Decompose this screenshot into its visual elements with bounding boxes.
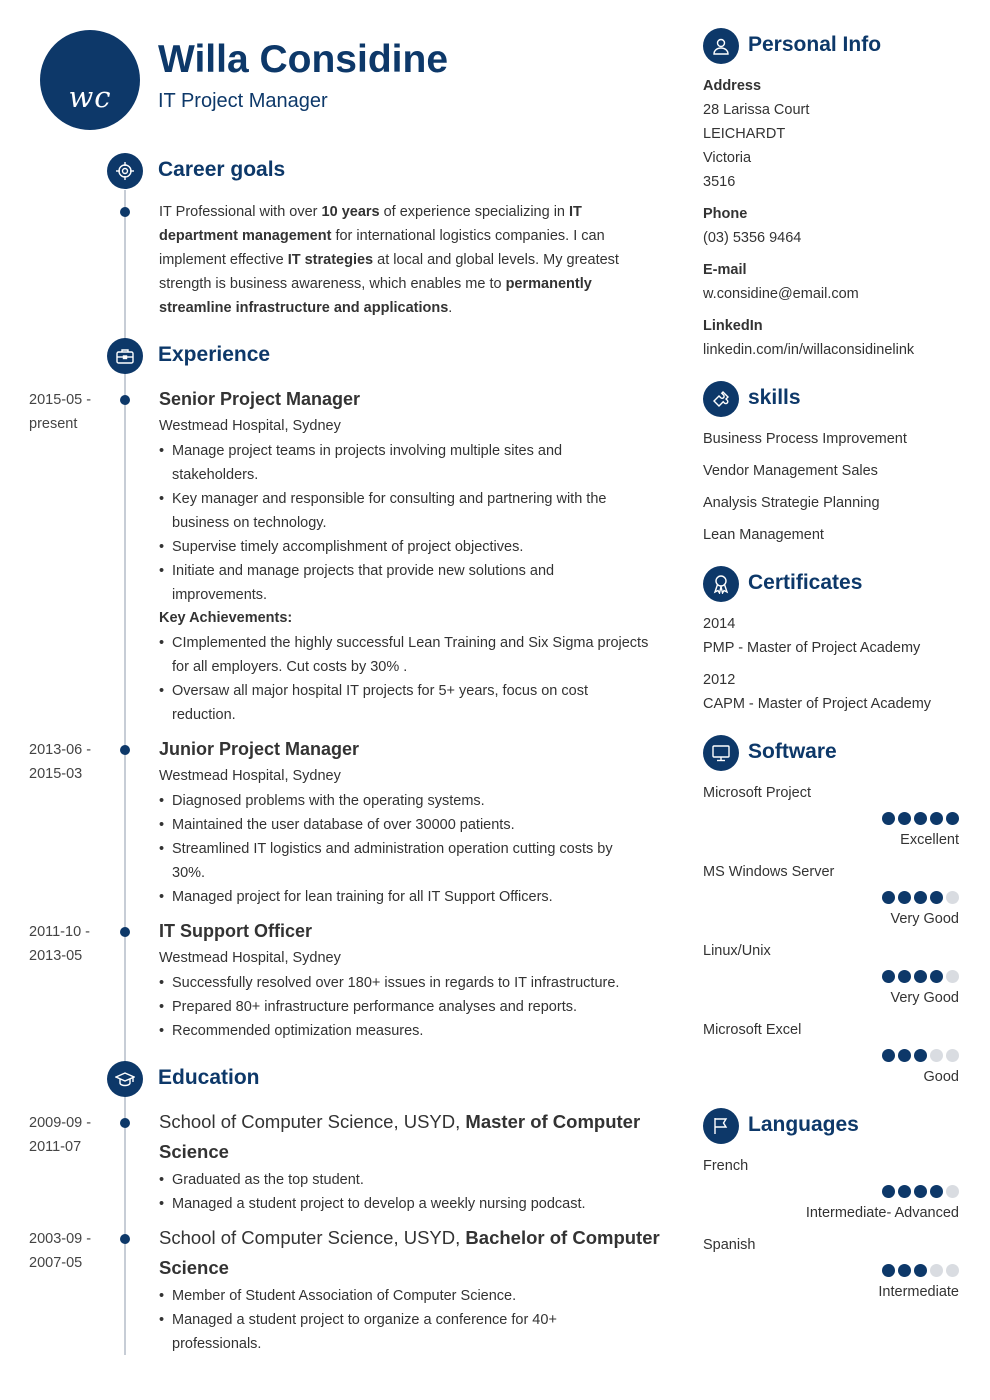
- list-item: • Key manager and responsible for consulting and partnering with the business on technology.: [159, 487, 649, 535]
- personal-info-heading: Personal Info: [748, 33, 882, 56]
- software-level: Good: [923, 1069, 959, 1085]
- rating-dot-filled: [914, 812, 927, 825]
- rating-dot-filled: [914, 1264, 927, 1277]
- list-item: • Maintained the user database of over 30000 patients.: [159, 813, 649, 837]
- rating-dot-filled: [882, 891, 895, 904]
- language-level: Intermediate- Advanced: [805, 1205, 959, 1221]
- job-bullets: [159, 971, 649, 1043]
- achievement-bullets: [159, 631, 649, 727]
- software-rating: [882, 970, 959, 983]
- user-icon: [703, 28, 739, 64]
- software-level: Very Good: [890, 911, 959, 927]
- list-item: • Manage project teams in projects involving multiple sites and stakeholders.: [159, 439, 649, 487]
- rating-dot-filled: [898, 1049, 911, 1062]
- software-name: Linux/Unix: [703, 943, 771, 959]
- language-name: French: [703, 1158, 749, 1174]
- certificate-name: PMP - Master of Project Academy: [703, 640, 921, 656]
- monogram-avatar: [40, 30, 140, 130]
- list-item: • Supervise timely accomplishment of project objectives.: [159, 535, 649, 559]
- language-rating: [882, 1264, 959, 1277]
- edu-title: School of Computer Science, USYD, Master of Computer Science: [159, 1111, 641, 1162]
- phone-label: Phone: [703, 206, 748, 222]
- rating-dot-filled: [898, 970, 911, 983]
- rating-dot-empty: [946, 1049, 959, 1062]
- edu-title: School of Computer Science, USYD, Bachelor of Computer Science: [159, 1227, 660, 1278]
- rating-dot-filled: [882, 1185, 895, 1198]
- briefcase-icon: [107, 338, 143, 374]
- rating-dot-filled: [882, 1049, 895, 1062]
- job-bullets: [159, 789, 649, 909]
- software-rating: [882, 1049, 959, 1062]
- list-item: • CImplemented the highly successful Lean Training and Six Sigma projects for all employers. Cut costs by 30% .: [159, 631, 649, 679]
- rating-dot-filled: [930, 1185, 943, 1198]
- list-item: • Successfully resolved over 180+ issues in regards to IT infrastructure.: [159, 971, 649, 995]
- rating-dot-filled: [914, 1185, 927, 1198]
- rating-dot-empty: [946, 891, 959, 904]
- job-date: 2015-05 - present: [29, 392, 92, 432]
- edu-bullets: [159, 1168, 649, 1216]
- puzzle-icon: [703, 381, 739, 417]
- rating-dot-empty: [946, 1264, 959, 1277]
- list-item: • Diagnosed problems with the operating systems.: [159, 789, 649, 813]
- certificate-year: 2012: [703, 672, 736, 688]
- email-value[interactable]: w.considine@email.com: [703, 286, 859, 302]
- timeline-dot: [120, 927, 130, 937]
- rating-dot-filled: [914, 891, 927, 904]
- address-label: Address: [703, 78, 762, 94]
- list-item: • Member of Student Association of Computer Science.: [159, 1284, 649, 1308]
- software-level: Very Good: [890, 990, 959, 1006]
- target-icon: [107, 153, 143, 189]
- linkedin-label: LinkedIn: [703, 318, 763, 334]
- software-heading: Software: [748, 740, 837, 763]
- rating-dot-filled: [882, 1264, 895, 1277]
- phone-value: (03) 5356 9464: [703, 230, 802, 246]
- graduation-cap-icon: [107, 1061, 143, 1097]
- certificate-name: CAPM - Master of Project Academy: [703, 696, 932, 712]
- language-level: Intermediate: [878, 1284, 959, 1300]
- language-name: Spanish: [703, 1237, 756, 1253]
- skill-item: Lean Management: [703, 527, 824, 543]
- award-icon: [703, 566, 739, 602]
- language-rating: [882, 1185, 959, 1198]
- skill-item: Business Process Improvement: [703, 431, 907, 447]
- career-goals-heading: Career goals: [158, 158, 286, 181]
- list-item: • Graduated as the top student.: [159, 1168, 649, 1192]
- edu-bullets: [159, 1284, 649, 1356]
- timeline-dot: [120, 395, 130, 405]
- skill-item: Analysis Strategie Planning: [703, 495, 880, 511]
- rating-dot-empty: [946, 970, 959, 983]
- rating-dot-empty: [930, 1264, 943, 1277]
- languages-heading: Languages: [748, 1113, 859, 1136]
- rating-dot-empty: [930, 1049, 943, 1062]
- email-label: E-mail: [703, 262, 747, 278]
- rating-dot-filled: [914, 970, 927, 983]
- rating-dot-filled: [946, 812, 959, 825]
- list-item: • Managed a student project to organize a conference for 40+ professionals.: [159, 1308, 649, 1356]
- skill-item: Vendor Management Sales: [703, 463, 878, 479]
- list-item: • Initiate and manage projects that provide new solutions and improvements.: [159, 559, 649, 607]
- rating-dot-filled: [898, 1185, 911, 1198]
- rating-dot-filled: [930, 891, 943, 904]
- key-achievements-label: Key Achievements:: [159, 610, 293, 626]
- job-org: Westmead Hospital, Sydney: [159, 768, 341, 784]
- skills-heading: skills: [748, 386, 801, 409]
- education-heading: Education: [158, 1066, 260, 1089]
- linkedin-value[interactable]: linkedin.com/in/willaconsidinelink: [703, 342, 915, 358]
- software-level: Excellent: [900, 832, 959, 848]
- software-name: Microsoft Project: [703, 785, 811, 801]
- job-role: Junior Project Manager: [159, 739, 360, 759]
- flag-icon: [703, 1108, 739, 1144]
- rating-dot-filled: [898, 812, 911, 825]
- monitor-icon: [703, 735, 739, 771]
- rating-dot-filled: [898, 1264, 911, 1277]
- candidate-name: Willa Considine: [158, 38, 449, 81]
- timeline-dot: [120, 1234, 130, 1244]
- monogram-initials: wc: [68, 80, 112, 114]
- rating-dot-filled: [914, 1049, 927, 1062]
- rating-dot-filled: [882, 812, 895, 825]
- edu-date: 2003-09 - 2007-05: [29, 1231, 92, 1271]
- job-date: 2013-06 - 2015-03: [29, 742, 92, 782]
- list-item: • Managed project for lean training for all IT Support Officers.: [159, 885, 649, 909]
- job-org: Westmead Hospital, Sydney: [159, 418, 341, 434]
- address-lines: 28 Larissa Court LEICHARDT Victoria 3516: [703, 102, 810, 190]
- job-role: Senior Project Manager: [159, 389, 361, 409]
- timeline-dot: [120, 1118, 130, 1128]
- job-date: 2011-10 - 2013-05: [29, 924, 90, 964]
- rating-dot-filled: [930, 812, 943, 825]
- job-bullets: [159, 439, 649, 607]
- rating-dot-empty: [946, 1185, 959, 1198]
- rating-dot-filled: [898, 891, 911, 904]
- job-org: Westmead Hospital, Sydney: [159, 950, 341, 966]
- experience-heading: Experience: [158, 343, 271, 366]
- list-item: • Oversaw all major hospital IT projects for 5+ years, focus on cost reduction.: [159, 679, 649, 727]
- software-name: Microsoft Excel: [703, 1022, 802, 1038]
- job-role: IT Support Officer: [159, 921, 312, 941]
- list-item: • Managed a student project to develop a weekly nursing podcast.: [159, 1192, 649, 1216]
- list-item: • Recommended optimization measures.: [159, 1019, 649, 1043]
- list-item: • Streamlined IT logistics and administration operation cutting costs by 30%.: [159, 837, 649, 885]
- timeline-dot: [120, 207, 130, 217]
- candidate-title: IT Project Manager: [158, 90, 328, 112]
- certificate-year: 2014: [703, 616, 736, 632]
- rating-dot-filled: [882, 970, 895, 983]
- certificates-heading: Certificates: [748, 571, 863, 594]
- edu-date: 2009-09 - 2011-07: [29, 1115, 92, 1155]
- timeline-dot: [120, 745, 130, 755]
- list-item: • Prepared 80+ infrastructure performance analyses and reports.: [159, 995, 649, 1019]
- software-rating: [882, 812, 959, 825]
- software-name: MS Windows Server: [703, 864, 835, 880]
- career-summary: IT Professional with over 10 years of experience specializing in IT department management for international logistics companies. I can implement effective IT strategies at local and global levels. My greatest strength is business awareness, which enables me to permanently streamline infrastructure and applications.: [159, 204, 619, 316]
- rating-dot-filled: [930, 970, 943, 983]
- software-rating: [882, 891, 959, 904]
